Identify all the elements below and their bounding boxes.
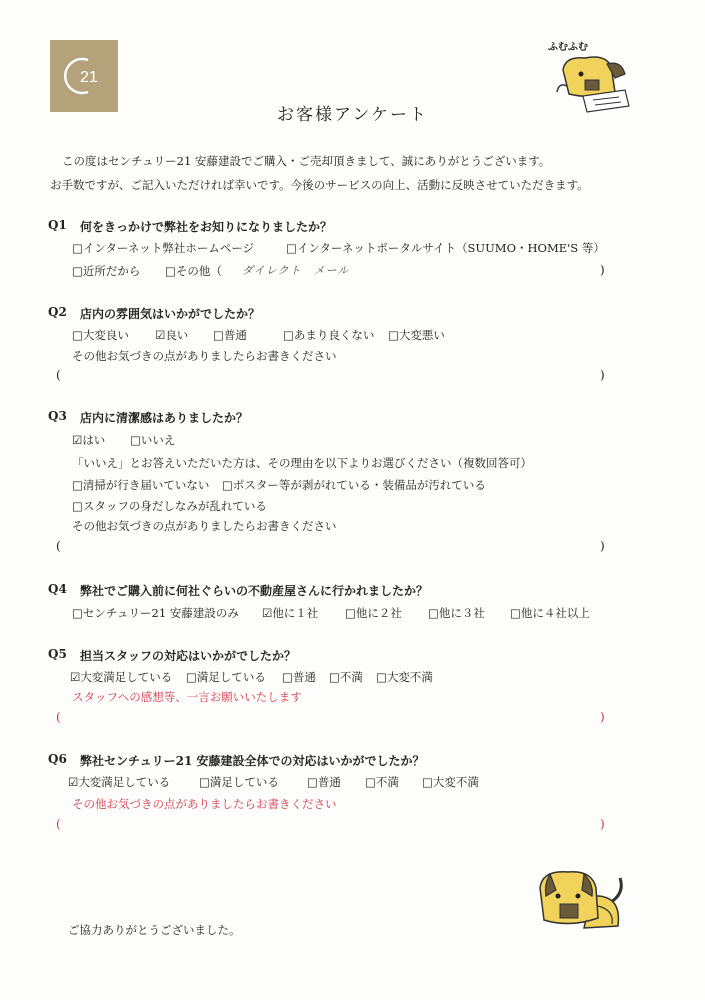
checkbox-icon[interactable]: □ (72, 606, 83, 620)
q1-option-4[interactable]: □その他（ (165, 264, 222, 278)
q2-question: 店内の雰囲気はいかがでしたか？ (80, 307, 261, 321)
checkbox-icon[interactable]: □ (72, 478, 83, 492)
q3-comment-field[interactable] (66, 539, 596, 555)
checkbox-icon[interactable]: □ (307, 775, 318, 789)
q6-option-5[interactable]: □大変不満 (422, 775, 479, 789)
q6-open-paren: ( (56, 817, 61, 831)
q4-option-4[interactable]: □他に３社 (428, 606, 485, 620)
checkbox-icon[interactable]: □ (510, 606, 521, 620)
q6-comment-field[interactable] (66, 817, 596, 833)
checkbox-icon[interactable]: □ (286, 241, 297, 255)
q1-option-1[interactable]: □インターネット弊社ホームページ (72, 241, 255, 255)
checkbox-icon[interactable]: □ (422, 775, 433, 789)
q3-option-2[interactable]: □いいえ (130, 433, 176, 447)
q3-reason-3[interactable]: □スタッフの身だしなみが乱れている (72, 499, 267, 513)
checkbox-icon[interactable]: □ (376, 670, 387, 684)
q5-prompt: スタッフへの感想等、一言お願いいたします (72, 690, 302, 704)
q5-close-paren: ) (600, 710, 605, 724)
checkbox-icon[interactable]: □ (72, 499, 83, 513)
q5-question: 担当スタッフの対応はいかがでしたか？ (80, 649, 297, 663)
q6-option-2[interactable]: □満足している (199, 775, 279, 789)
q3-prompt: その他お気づきの点がありましたらお書きください (72, 519, 337, 533)
checkbox-icon[interactable]: □ (72, 264, 83, 278)
checkbox-icon[interactable]: □ (213, 328, 224, 342)
q6-option-4[interactable]: □不満 (365, 775, 399, 789)
q3-question: 店内に清潔感はありましたか？ (80, 411, 249, 425)
q1-label: Q1 (48, 218, 67, 232)
checkbox-icon[interactable]: □ (282, 670, 293, 684)
q1-handwritten-answer: ダイレクト メール (242, 264, 350, 277)
q4-option-2[interactable]: ☑他に１社 (262, 606, 319, 620)
q4-option-5[interactable]: □他に４社以上 (510, 606, 590, 620)
q5-open-paren: ( (56, 710, 61, 724)
q6-option-1[interactable]: ☑大変満足している (68, 775, 171, 789)
checkbox-checked-icon[interactable]: ☑ (262, 606, 273, 620)
checkbox-icon[interactable]: □ (72, 241, 83, 255)
checkbox-icon[interactable]: □ (365, 775, 376, 789)
q2-option-2[interactable]: ☑良い (155, 328, 189, 342)
checkbox-checked-icon[interactable]: ☑ (72, 433, 83, 447)
q3-close-paren: ) (600, 539, 605, 553)
checkbox-icon[interactable]: □ (130, 433, 141, 447)
q5-label: Q5 (48, 647, 67, 661)
checkbox-icon[interactable]: □ (186, 670, 197, 684)
q1-close-paren: ) (600, 263, 605, 277)
q2-close-paren: ) (600, 368, 605, 382)
q3-followup: 「いいえ」とお答えいただいた方は、その理由を以下よりお選びください（複数回答可） (72, 456, 532, 470)
checkbox-icon[interactable]: □ (72, 328, 83, 342)
closing-message: ご協力ありがとうございました。 (68, 923, 241, 937)
q2-option-1[interactable]: □大変良い (72, 328, 129, 342)
page-title: お客様アンケート (277, 105, 428, 125)
q5-option-3[interactable]: □普通 (282, 670, 316, 684)
q5-option-1[interactable]: ☑大変満足している (70, 670, 173, 684)
q6-question: 弊社センチュリー21 安藤建設全体での対応はいかがでしたか？ (80, 754, 425, 768)
q4-option-3[interactable]: □他に２社 (345, 606, 402, 620)
q5-option-2[interactable]: □満足している (186, 670, 266, 684)
q2-option-5[interactable]: □大変悪い (388, 328, 445, 342)
logo-text: 21 (80, 69, 98, 86)
q3-open-paren: ( (56, 539, 61, 553)
q2-label: Q2 (48, 305, 67, 319)
q2-option-4[interactable]: □あまり良くない (283, 328, 375, 342)
q2-open-paren: ( (56, 368, 61, 382)
q2-option-3[interactable]: □普通 (213, 328, 247, 342)
lying-dog-mascot-icon (534, 866, 630, 932)
q6-label: Q6 (48, 752, 67, 766)
q4-question: 弊社でご購入前に何社ぐらいの不動産屋さんに行かれましたか？ (80, 584, 429, 598)
mascot-caption: ふむふむ (548, 42, 588, 53)
intro-line-1: この度はセンチュリー21 安藤建設でご購入・ご売却頂きまして、誠にありがとうございます。 (62, 154, 551, 168)
q6-option-3[interactable]: □普通 (307, 775, 341, 789)
q6-prompt: その他お気づきの点がありましたらお書きください (72, 797, 337, 811)
checkbox-icon[interactable]: □ (222, 478, 233, 492)
q3-option-1[interactable]: ☑はい (72, 433, 106, 447)
q5-option-5[interactable]: □大変不満 (376, 670, 433, 684)
checkbox-checked-icon[interactable]: ☑ (68, 775, 79, 789)
q1-question: 何をきっかけで弊社をお知りになりましたか？ (80, 220, 333, 234)
q3-reason-1[interactable]: □清掃が行き届いていない (72, 478, 210, 492)
q2-comment-field[interactable] (66, 368, 596, 384)
q3-label: Q3 (48, 409, 67, 423)
q5-comment-field[interactable] (66, 710, 596, 726)
checkbox-icon[interactable]: □ (199, 775, 210, 789)
checkbox-icon[interactable]: □ (428, 606, 439, 620)
checkbox-icon[interactable]: □ (165, 264, 176, 278)
q1-option-3[interactable]: □近所だから (72, 264, 141, 278)
checkbox-icon[interactable]: □ (345, 606, 356, 620)
q5-option-4[interactable]: □不満 (329, 670, 363, 684)
checkbox-icon[interactable]: □ (283, 328, 294, 342)
q4-label: Q4 (48, 582, 67, 596)
checkbox-icon[interactable]: □ (329, 670, 340, 684)
checkbox-icon[interactable]: □ (388, 328, 399, 342)
q6-close-paren: ) (600, 817, 605, 831)
checkbox-checked-icon[interactable]: ☑ (70, 670, 81, 684)
q3-reason-2[interactable]: □ポスター等が剥がれている・装備品が汚れている (222, 478, 486, 492)
q2-prompt: その他お気づきの点がありましたらお書きください (72, 349, 337, 363)
checkbox-checked-icon[interactable]: ☑ (155, 328, 166, 342)
intro-line-2: お手数ですが、ご記入いただければ幸いです。今後のサービスの向上、活動に反映させていただきます。 (50, 178, 589, 192)
q4-option-1[interactable]: □センチュリー21 安藤建設のみ (72, 606, 239, 620)
q1-option-2[interactable]: □インターネットポータルサイト（SUUMO・HOME'S 等） (286, 241, 605, 255)
